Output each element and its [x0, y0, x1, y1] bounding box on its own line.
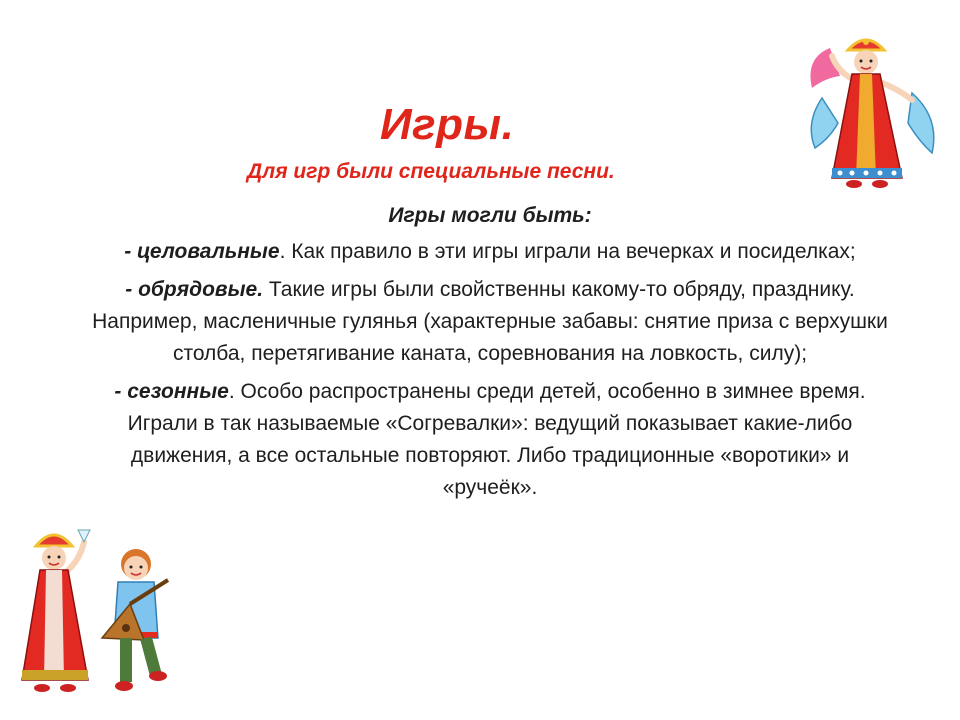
list-item-kissing-games — [90, 236, 890, 268]
list-item-term: - сезонные — [114, 380, 229, 403]
slide-title: Игры. — [380, 100, 515, 149]
list-item-term: - целовальные — [124, 240, 280, 263]
slide-body — [90, 200, 890, 510]
list-item-ritual-games — [90, 274, 890, 370]
body-heading: Игры могли быть: — [388, 204, 592, 227]
couple-with-balalaika-illustration — [18, 520, 188, 710]
list-item-seasonal-games — [90, 376, 890, 504]
list-item-text: . Как правило в эти игры играли на вечерках и посиделках; — [279, 240, 856, 263]
list-item-text: . Особо распространены среди детей, особенно в зимнее время. Играли в так называемые «Согревалки»: ведущий показывает какие-либо движения, а все остальные повторяют. Либо традиционные «воротики» и «ручеёк». — [127, 380, 866, 499]
dancing-girl-illustration — [800, 28, 950, 198]
slide-subtitle: Для игр были специальные песни. — [247, 160, 615, 183]
list-item-text: Такие игры были свойственны какому-то обряду, празднику. Например, масленичные гулянья (характерные забавы: снятие приза с верхушки столба, перетягивание каната, соревнования на ловкость, силу); — [92, 278, 888, 365]
list-item-term: - обрядовые. — [125, 278, 264, 301]
